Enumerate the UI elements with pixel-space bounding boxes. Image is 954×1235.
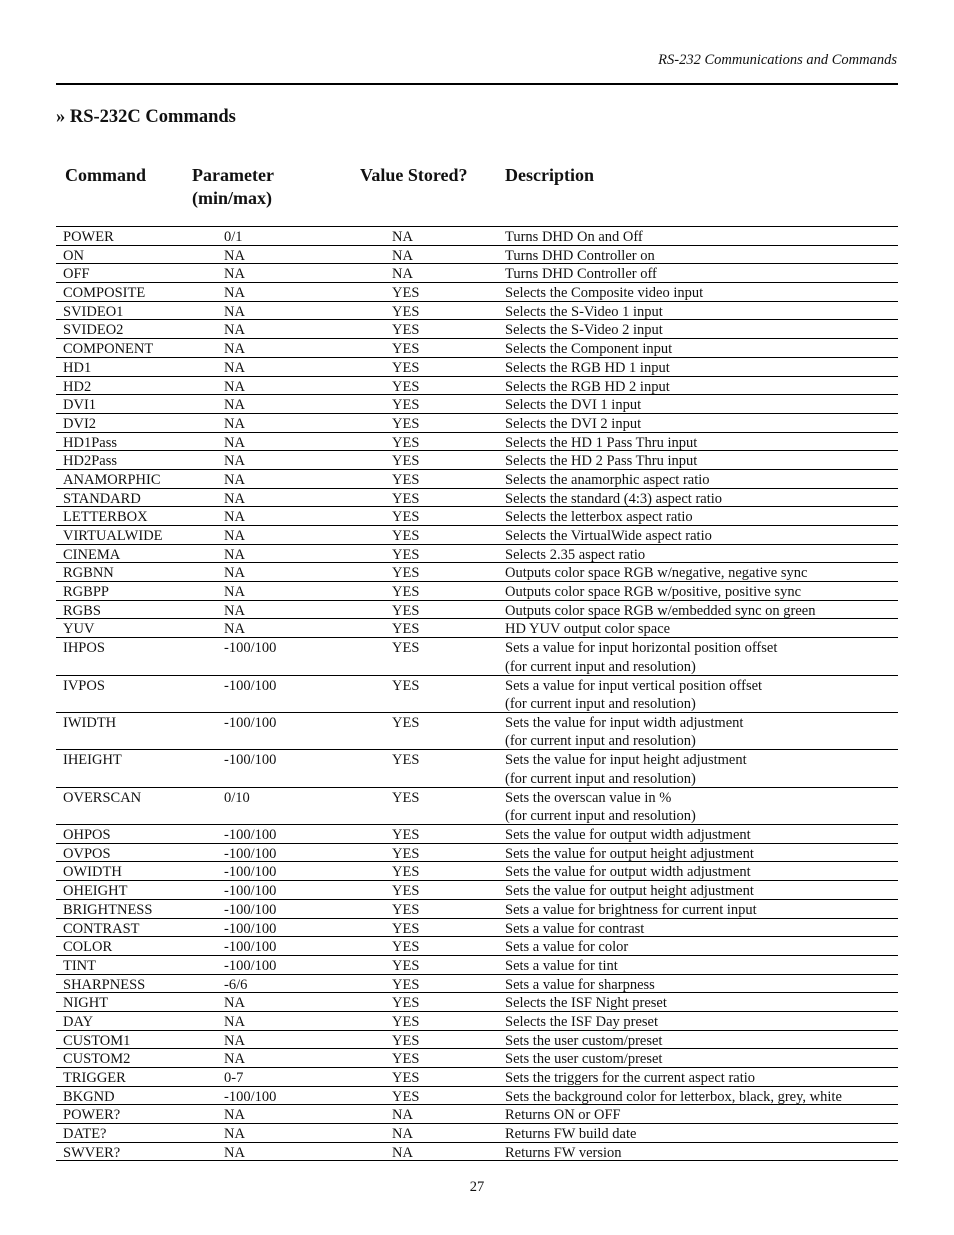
- description-cell: [505, 546, 645, 565]
- command-cell: CUSTOM1: [63, 1032, 131, 1049]
- description-line: Sets a value for brightness for current input: [505, 901, 757, 918]
- description-cell: [505, 976, 655, 995]
- command-cell: HD2: [63, 378, 92, 395]
- parameter-cell: -100/100: [224, 845, 277, 862]
- description-cell: [505, 340, 672, 359]
- command-cell: COMPONENT: [63, 341, 154, 358]
- description-line: Sets a value for color: [505, 939, 629, 956]
- description-line: Selects the anamorphic aspect ratio: [505, 471, 710, 488]
- description-cell: [505, 1069, 755, 1088]
- value-stored-cell: YES: [392, 827, 420, 844]
- value-stored-cell: YES: [392, 883, 420, 900]
- parameter-cell: -100/100: [224, 939, 277, 956]
- parameter-cell: NA: [224, 341, 245, 358]
- description-line: Selects the S-Video 1 input: [505, 303, 663, 320]
- table-row: [56, 395, 898, 414]
- description-cell: [505, 452, 697, 471]
- value-stored-cell: YES: [392, 453, 420, 470]
- description-line: Selects the VirtualWide aspect ratio: [505, 528, 712, 544]
- table-row: [56, 433, 898, 452]
- table-row: [56, 975, 898, 994]
- parameter-cell: NA: [224, 1032, 245, 1049]
- parameter-cell: 0/10: [224, 789, 250, 806]
- value-stored-cell: YES: [392, 1032, 420, 1049]
- command-cell: VIRTUALWIDE: [63, 528, 163, 544]
- column-header-description: Description: [505, 165, 594, 185]
- description-line: Selects the ISF Day preset: [505, 1013, 659, 1030]
- description-line: Selects the letterbox aspect ratio: [505, 509, 693, 526]
- value-stored-cell: YES: [392, 565, 420, 582]
- description-cell: [505, 826, 751, 845]
- command-cell: DVI1: [63, 397, 97, 414]
- command-cell: POWER?: [63, 1107, 121, 1124]
- command-cell: HD2Pass: [63, 453, 117, 470]
- description-line: Sets the value for output width adjustment: [505, 864, 751, 881]
- command-cell: OVPOS: [63, 845, 111, 862]
- description-line: Returns ON or OFF: [505, 1107, 621, 1124]
- parameter-cell: -100/100: [224, 883, 277, 900]
- parameter-cell: -100/100: [224, 640, 277, 657]
- command-cell: DATE?: [63, 1126, 107, 1143]
- description-cell: [505, 396, 641, 415]
- description-cell: [505, 938, 628, 957]
- description-cell: [505, 620, 670, 639]
- value-stored-cell: YES: [392, 1070, 420, 1087]
- parameter-cell: NA: [224, 397, 245, 414]
- description-line: Turns DHD On and Off: [505, 229, 643, 245]
- description-cell: [505, 639, 777, 676]
- table-row: [56, 227, 898, 246]
- description-line: Selects the DVI 1 input: [505, 397, 642, 414]
- command-cell: SVIDEO2: [63, 322, 124, 339]
- value-stored-cell: YES: [392, 434, 420, 451]
- parameter-cell: -100/100: [224, 920, 277, 937]
- description-cell: [505, 321, 663, 340]
- parameter-cell: NA: [224, 471, 245, 488]
- description-line: Sets a value for sharpness: [505, 976, 655, 993]
- description-line: Selects the Composite video input: [505, 285, 704, 302]
- value-stored-cell: YES: [392, 864, 420, 881]
- description-line: Sets the value for output height adjustment: [505, 845, 754, 862]
- parameter-cell: NA: [224, 509, 245, 526]
- description-line: HD YUV output color space: [505, 621, 671, 638]
- command-cell: SWVER?: [63, 1144, 121, 1161]
- value-stored-cell: YES: [392, 845, 420, 862]
- table-row: [56, 1124, 898, 1143]
- command-cell: DVI2: [63, 415, 97, 432]
- command-cell: BRIGHTNESS: [63, 901, 153, 918]
- parameter-cell: -100/100: [224, 864, 277, 881]
- command-cell: POWER: [63, 229, 114, 245]
- description-line: Outputs color space RGB w/embedded sync on green: [505, 602, 816, 619]
- description-cell: [505, 564, 807, 583]
- description-line: Sets the value for output height adjustment: [505, 883, 754, 900]
- table-row: [56, 713, 898, 750]
- column-header-parameter: [192, 164, 274, 210]
- table-row: [56, 246, 898, 265]
- section-title: » RS-232C Commands: [56, 107, 236, 127]
- value-stored-cell: YES: [392, 752, 420, 769]
- description-cell: [505, 1088, 842, 1107]
- value-stored-cell: YES: [392, 621, 420, 638]
- description-line: (for current input and resolution): [505, 696, 696, 713]
- table-row: [56, 919, 898, 938]
- description-cell: [505, 920, 644, 939]
- command-cell: CONTRAST: [63, 920, 140, 937]
- value-stored-cell: YES: [392, 528, 420, 544]
- column-header-parameter-sublabel: (min/max): [192, 188, 272, 208]
- description-line: Outputs color space RGB w/negative, negative sync: [505, 565, 808, 582]
- description-line: Sets the user custom/preset: [505, 1051, 663, 1068]
- parameter-cell: -100/100: [224, 827, 277, 844]
- table-row: [56, 862, 898, 881]
- parameter-cell: NA: [224, 378, 245, 395]
- command-cell: OHEIGHT: [63, 883, 128, 900]
- description-line: Selects the RGB HD 1 input: [505, 359, 670, 376]
- parameter-cell: 0/1: [224, 229, 243, 245]
- table-row: [56, 563, 898, 582]
- description-line: Sets the user custom/preset: [505, 1032, 663, 1049]
- table-row: [56, 750, 898, 787]
- parameter-cell: NA: [224, 621, 245, 638]
- table-row: [56, 1049, 898, 1068]
- command-cell: RGBS: [63, 602, 101, 619]
- description-line: Sets the background color for letterbox, black, grey, white: [505, 1088, 842, 1105]
- command-cell: DAY: [63, 1013, 94, 1030]
- description-cell: [505, 1106, 621, 1125]
- value-stored-cell: YES: [392, 322, 420, 339]
- value-stored-cell: YES: [392, 546, 420, 563]
- parameter-cell: -100/100: [224, 1088, 277, 1105]
- description-line: Selects the HD 2 Pass Thru input: [505, 453, 698, 470]
- column-header-value-stored: Value Stored?: [360, 165, 468, 185]
- command-cell: HD1: [63, 359, 92, 376]
- table-row: [56, 264, 898, 283]
- command-cell: TRIGGER: [63, 1070, 126, 1087]
- parameter-cell: NA: [224, 322, 245, 339]
- column-header-command: Command: [65, 165, 147, 185]
- table-row: [56, 1087, 898, 1106]
- command-cell: STANDARD: [63, 490, 141, 507]
- table-row: [56, 339, 898, 358]
- parameter-cell: NA: [224, 1107, 245, 1124]
- parameter-cell: NA: [224, 359, 245, 376]
- parameter-cell: NA: [224, 1144, 245, 1161]
- command-cell: HD1Pass: [63, 434, 117, 451]
- value-stored-cell: YES: [392, 1051, 420, 1068]
- description-line: (for current input and resolution): [505, 808, 696, 825]
- value-stored-cell: YES: [392, 490, 420, 507]
- command-cell: NIGHT: [63, 995, 109, 1012]
- description-line: Turns DHD Controller on: [505, 247, 655, 264]
- description-line: Sets a value for tint: [505, 957, 618, 974]
- table-row: [56, 489, 898, 508]
- table-row: [56, 545, 898, 564]
- description-line: Selects the RGB HD 2 input: [505, 378, 670, 395]
- description-cell: [505, 1125, 636, 1144]
- command-cell: COLOR: [63, 939, 113, 956]
- value-stored-cell: YES: [392, 397, 420, 414]
- command-cell: OVERSCAN: [63, 789, 142, 806]
- command-cell: IWIDTH: [63, 714, 117, 731]
- command-cell: OHPOS: [63, 827, 111, 844]
- parameter-cell: -6/6: [224, 976, 248, 993]
- description-line: Selects 2.35 aspect ratio: [505, 546, 646, 563]
- command-cell: BKGND: [63, 1088, 115, 1105]
- value-stored-cell: YES: [392, 789, 420, 806]
- value-stored-cell: YES: [392, 677, 420, 694]
- value-stored-cell: YES: [392, 341, 420, 358]
- table-row: [56, 619, 898, 638]
- description-cell: [505, 359, 670, 378]
- command-cell: YUV: [63, 621, 95, 638]
- description-cell: [505, 490, 722, 509]
- parameter-cell: NA: [224, 285, 245, 302]
- parameter-cell: NA: [224, 490, 245, 507]
- description-cell: [505, 901, 757, 920]
- description-cell: [505, 863, 751, 882]
- value-stored-cell: NA: [392, 1144, 413, 1161]
- command-cell: IHEIGHT: [63, 752, 122, 769]
- table-row: [56, 377, 898, 396]
- command-cell: ON: [63, 247, 84, 264]
- value-stored-cell: YES: [392, 939, 420, 956]
- command-cell: RGBNN: [63, 565, 114, 582]
- command-cell: OFF: [63, 266, 90, 283]
- value-stored-cell: YES: [392, 640, 420, 657]
- description-cell: [505, 751, 747, 788]
- description-line: Sets a value for input vertical position offset: [505, 677, 763, 694]
- value-stored-cell: NA: [392, 266, 413, 283]
- parameter-cell: -100/100: [224, 957, 277, 974]
- table-row: [56, 844, 898, 863]
- description-line: Sets the overscan value in %: [505, 789, 672, 806]
- description-cell: [505, 1013, 658, 1032]
- table-row: [56, 358, 898, 377]
- command-cell: ANAMORPHIC: [63, 471, 161, 488]
- parameter-cell: NA: [224, 266, 245, 283]
- description-cell: [505, 434, 697, 453]
- command-cell: LETTERBOX: [63, 509, 148, 526]
- value-stored-cell: YES: [392, 602, 420, 619]
- command-cell: SHARPNESS: [63, 976, 146, 993]
- description-line: Returns FW build date: [505, 1126, 637, 1143]
- value-stored-cell: YES: [392, 995, 420, 1012]
- parameter-cell: -100/100: [224, 901, 277, 918]
- table-row: [56, 956, 898, 975]
- parameter-cell: NA: [224, 303, 245, 320]
- parameter-cell: NA: [224, 584, 245, 601]
- parameter-cell: NA: [224, 1051, 245, 1068]
- parameter-cell: NA: [224, 995, 245, 1012]
- description-line: (for current input and resolution): [505, 658, 696, 675]
- description-cell: [505, 602, 815, 621]
- description-line: Selects the standard (4:3) aspect ratio: [505, 490, 723, 507]
- description-line: Sets the value for output width adjustment: [505, 827, 751, 844]
- command-cell: IVPOS: [63, 677, 105, 694]
- parameter-cell: NA: [224, 247, 245, 264]
- description-cell: [505, 1032, 662, 1051]
- parameter-cell: NA: [224, 528, 245, 544]
- description-line: Sets the value for input height adjustment: [505, 752, 747, 769]
- description-line: Returns FW version: [505, 1144, 622, 1161]
- value-stored-cell: YES: [392, 584, 420, 601]
- table-row: [56, 1012, 898, 1031]
- table-row: [56, 900, 898, 919]
- description-cell: [505, 957, 618, 976]
- value-stored-cell: YES: [392, 976, 420, 993]
- description-line: (for current input and resolution): [505, 770, 696, 787]
- parameter-cell: NA: [224, 415, 245, 432]
- description-cell: [505, 415, 641, 434]
- value-stored-cell: YES: [392, 509, 420, 526]
- table-row: [56, 937, 898, 956]
- table-row: [56, 320, 898, 339]
- page-number: 27: [469, 1179, 485, 1195]
- parameter-cell: -100/100: [224, 714, 277, 731]
- parameter-cell: NA: [224, 565, 245, 582]
- description-cell: [505, 882, 754, 901]
- table-row: [56, 582, 898, 601]
- description-line: Selects the S-Video 2 input: [505, 322, 663, 339]
- command-cell: TINT: [63, 957, 97, 974]
- description-line: Sets the value for input width adjustment: [505, 714, 744, 731]
- value-stored-cell: NA: [392, 229, 413, 245]
- table-row: [56, 1031, 898, 1050]
- description-line: Selects the HD 1 Pass Thru input: [505, 434, 698, 451]
- table-row: [56, 601, 898, 620]
- value-stored-cell: YES: [392, 303, 420, 320]
- parameter-cell: NA: [224, 1013, 245, 1030]
- table-row: [56, 526, 898, 545]
- table-row: [56, 283, 898, 302]
- description-cell: [505, 378, 670, 397]
- table-row: [56, 1105, 898, 1124]
- description-line: Sets the triggers for the current aspect ratio: [505, 1070, 756, 1087]
- description-cell: [505, 247, 655, 266]
- value-stored-cell: YES: [392, 920, 420, 937]
- command-cell: IHPOS: [63, 640, 105, 657]
- command-cell: CUSTOM2: [63, 1051, 131, 1068]
- description-cell: [505, 714, 743, 751]
- description-cell: [505, 303, 663, 322]
- description-cell: [505, 1050, 662, 1069]
- description-cell: [505, 789, 696, 826]
- table-row: [56, 470, 898, 489]
- description-cell: [505, 471, 710, 490]
- description-cell: [505, 1144, 622, 1163]
- table-row: [56, 414, 898, 433]
- description-cell: [505, 677, 762, 714]
- table-row: [56, 1068, 898, 1087]
- command-cell: OWIDTH: [63, 864, 122, 881]
- table-row: [56, 638, 898, 675]
- table-row: [56, 302, 898, 321]
- value-stored-cell: YES: [392, 359, 420, 376]
- header-rule: [56, 83, 898, 85]
- commands-table: [56, 227, 898, 1161]
- description-cell: [505, 265, 657, 284]
- table-row: [56, 451, 898, 470]
- parameter-cell: 0-7: [224, 1070, 244, 1087]
- description-cell: [505, 845, 754, 864]
- value-stored-cell: YES: [392, 471, 420, 488]
- command-cell: COMPOSITE: [63, 285, 146, 302]
- description-cell: [505, 284, 703, 303]
- value-stored-cell: YES: [392, 714, 420, 731]
- value-stored-cell: YES: [392, 285, 420, 302]
- table-row: [56, 1143, 898, 1162]
- parameter-cell: -100/100: [224, 752, 277, 769]
- command-cell: RGBPP: [63, 584, 109, 601]
- value-stored-cell: NA: [392, 1126, 413, 1143]
- table-row: [56, 993, 898, 1012]
- command-cell: CINEMA: [63, 546, 121, 563]
- description-line: Sets a value for contrast: [505, 920, 645, 937]
- description-line: Turns DHD Controller off: [505, 266, 657, 283]
- description-line: (for current input and resolution): [505, 733, 696, 750]
- value-stored-cell: YES: [392, 1013, 420, 1030]
- description-line: Selects the DVI 2 input: [505, 415, 642, 432]
- table-row: [56, 507, 898, 526]
- table-row: [56, 788, 898, 825]
- description-line: Selects the ISF Night preset: [505, 995, 667, 1012]
- value-stored-cell: YES: [392, 901, 420, 918]
- value-stored-cell: NA: [392, 247, 413, 264]
- running-header: RS-232 Communications and Commands: [658, 52, 897, 68]
- description-line: Outputs color space RGB w/positive, positive sync: [505, 584, 802, 601]
- value-stored-cell: NA: [392, 1107, 413, 1124]
- table-row: [56, 881, 898, 900]
- table-row: [56, 825, 898, 844]
- description-cell: [505, 527, 712, 546]
- description-line: Selects the Component input: [505, 341, 673, 358]
- description-cell: [505, 994, 667, 1013]
- value-stored-cell: YES: [392, 378, 420, 395]
- value-stored-cell: YES: [392, 957, 420, 974]
- value-stored-cell: YES: [392, 415, 420, 432]
- column-header-parameter-label: Parameter: [192, 165, 274, 185]
- description-cell: [505, 508, 693, 527]
- parameter-cell: NA: [224, 1126, 245, 1143]
- description-cell: [505, 583, 801, 602]
- description-line: Sets a value for input horizontal position offset: [505, 640, 778, 657]
- value-stored-cell: YES: [392, 1088, 420, 1105]
- parameter-cell: NA: [224, 602, 245, 619]
- description-cell: [505, 228, 643, 247]
- table-row: [56, 676, 898, 713]
- parameter-cell: NA: [224, 434, 245, 451]
- parameter-cell: NA: [224, 453, 245, 470]
- command-cell: SVIDEO1: [63, 303, 124, 320]
- parameter-cell: -100/100: [224, 677, 277, 694]
- parameter-cell: NA: [224, 546, 245, 563]
